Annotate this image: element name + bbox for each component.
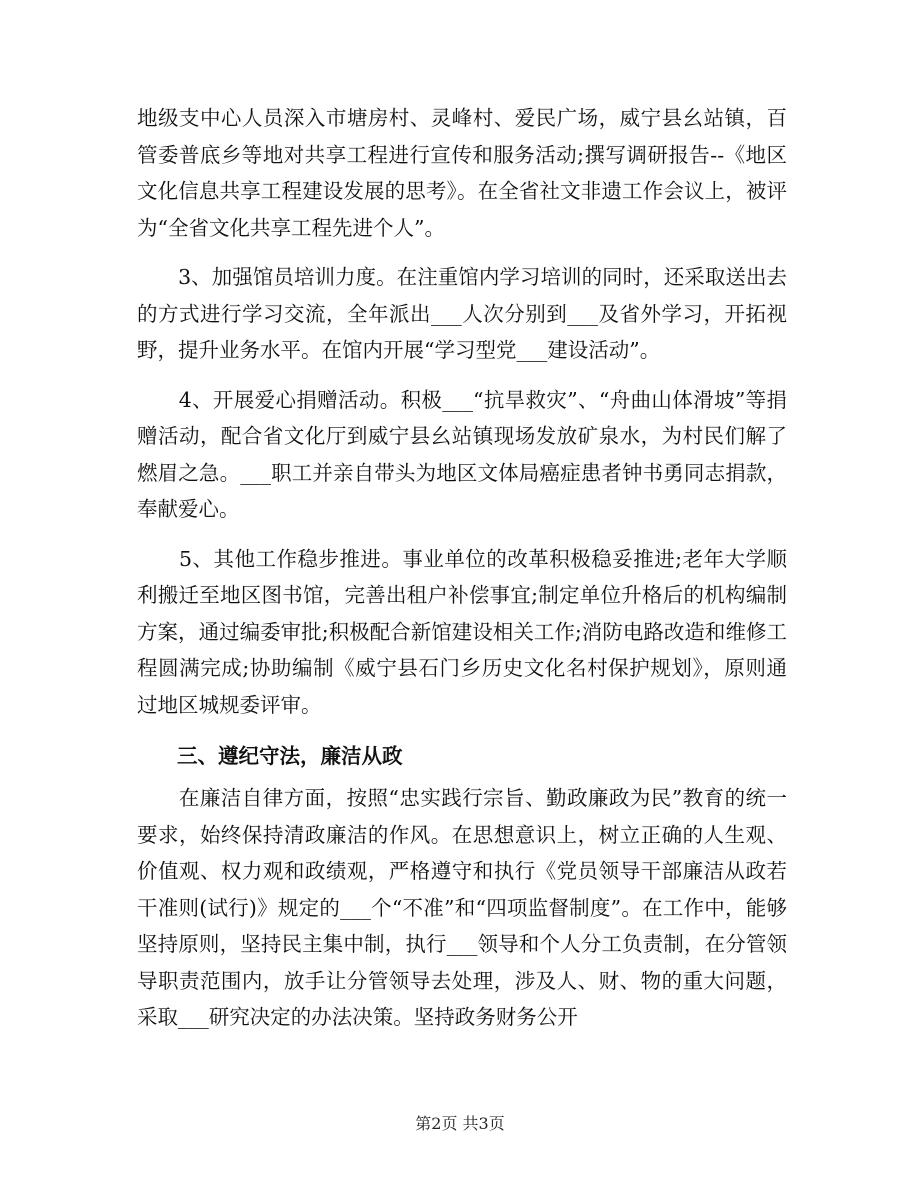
paragraph-item-4: 4、开展爱心捐赠活动。积极___“抗旱救灾”、“舟曲山体滑坡”等捐赠活动，配合省文化厅到威宁县幺站镇现场发放矿泉水，为村民们解了燃眉之急。___职工并亲自带头为地区文体局癌症患者钟书勇同志捐款，奉献爱心。: [137, 387, 787, 521]
page-number-footer: 第2页 共3页: [415, 1114, 505, 1133]
paragraph-item-3: 3、加强馆员培训力度。在注重馆内学习培训的同时，还采取送出去的方式进行学习交流，全年派出___人次分别到___及省外学习，开拓视野，提升业务水平。在馆内开展“学习型党___建设活动”。: [137, 265, 787, 362]
paragraph-continuation: 地级支中心人员深入市塘房村、灵峰村、爱民广场，威宁县幺站镇，百管委普底乡等地对共享工程进行宣传和服务活动;撰写调研报告--《地区文化信息共享工程建设发展的思考》。在全省社文非遗工作会议上，被评为“全省文化共享工程先进个人”。: [137, 106, 787, 240]
paragraph-item-5: 5、其他工作稳步推进。事业单位的改革积极稳妥推进;老年大学顺利搬迁至地区图书馆，完善出租户补偿事宜;制定单位升格后的机构编制方案，通过编委审批;积极配合新馆建设相关工作;消防电路改造和维修工程圆满完成;协助编制《威宁县石门乡历史文化名村保护规划》，原则通过地区城规委评审。: [137, 546, 787, 717]
section-heading: 三、遵纪守法，廉洁从政: [177, 744, 403, 768]
document-body: [137, 100, 787, 1049]
paragraph-integrity: 在廉洁自律方面，按照“忠实践行宗旨、勤政廉政为民”教育的统一要求，始终保持清政廉洁的作风。在思想意识上，树立正确的人生观、价值观、权力观和政绩观，严格遵守和执行《党员领导干部廉洁从政若干准则(试行)》规定的___个“不准”和“四项监督制度”。在工作中，能够坚持原则，坚持民主集中制，执行___领导和个人分工负责制，在分管领导职责范围内，放手让分管领导去处理，涉及人、财、物的重大问题，采取___研究决定的办法决策。坚持政务财务公开: [137, 786, 787, 1029]
